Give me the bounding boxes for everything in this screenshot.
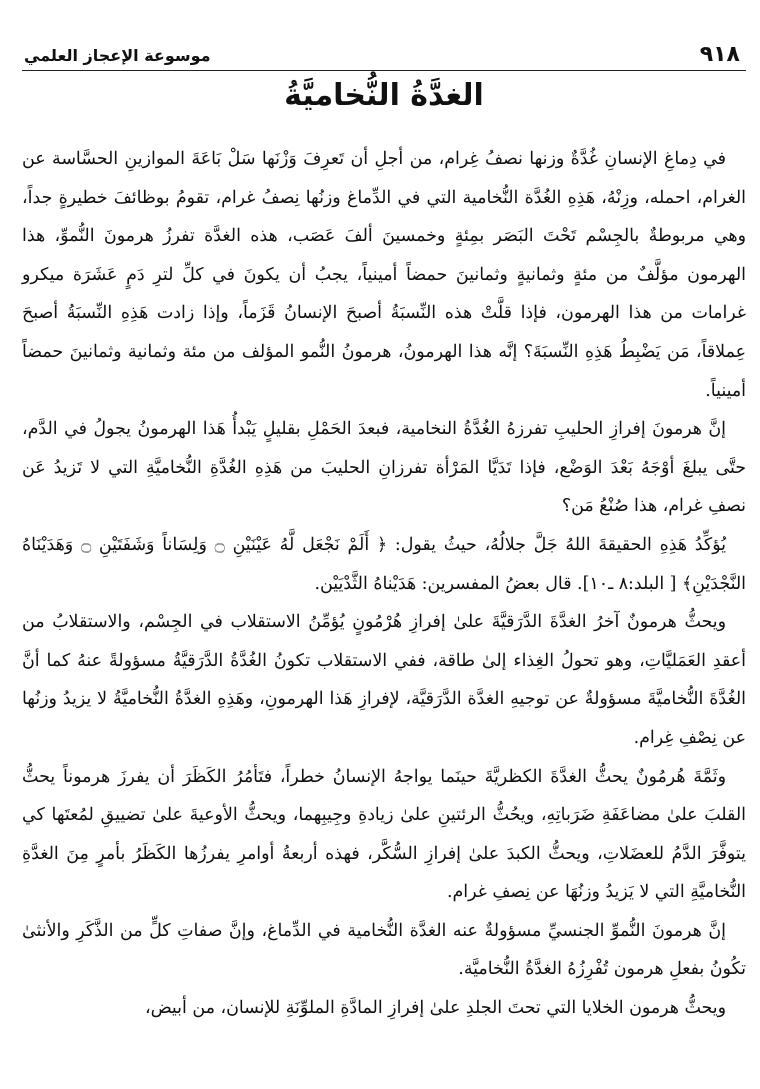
paragraph: في دِماغِ الإنسانِ غُدَّةٌ وزنها نصفُ غِرام، من أجلِ أن تَعرِفَ وَزْنَها سَلْ بَاعَةَ الموازينِ الحسَّاسة عن الغرام، احمله، وزِنْهُ، هَذِهِ الغُدَّة النُّخامية التي في الدِّماغ وزنُها نِصفُ غرام، تقومُ بوظائفَ خطيرةٍ جداً، وهي مربوطةٌ بالجِسْم تَحْتَ البَصَر بمِئةٍ وخمسينَ ألفَ عَصَب، هذه الغدَّة تفرزُ هرمونَ النُّموِّ، هذا الهرمون مؤلَّفٌ من مئةٍ وثمانيةٍ وثمانينَ حمضاً أمينياً، يجبُ أن يكونَ في كلِّ لترِ دَمٍ عَشَرَة ميكرو غرامات من هذا الهرمون، فإذا قلَّتْ هذه النِّسبَةُ أصبحَ الإنسانُ قَزَماً، وإذا زادت هَذِهِ النِّسبَةُ أصبحَ عِملاقاً، مَن يَضْبِطُ هَذِهِ النِّسبَةَ؟ إنَّه هذا الهرمونُ، هرمونُ النُّمو المؤلف من مئة وثمانية وثمانينَ حمضاً أمينياً.	[22, 149, 746, 401]
paragraph: يُؤكِّدُ هَذِهِ الحقيقةَ اللهُ جَلَّ جلالُهُ، حيثُ يقول: ﴿ أَلَمْ نَجْعَل لَّهُ عَيْنَيْنِ ۝ وَلِسَاناً وَشَفَتَيْنِ ۝ وَهَدَيْنَاهُ النَّجْدَيْنِ﴾ [ البلد:٨ ـ١٠]. قال بعضُ المفسرين: هَدَيْناهُ الثَّدْيَيْن.	[22, 534, 746, 594]
running-title: موسوعة الإعجاز العلمي	[24, 46, 211, 65]
section-title: الغدَّةُ النُّخاميَّةُ	[284, 78, 484, 113]
paragraph: إنَّ هرمونَ إفرازِ الحليبِ تفرزهُ الغُدَّةُ النخامية، فبعدَ الحَمْلِ بقليلٍ يَبْدأُ هَذا الهرمونُ يجولُ في الدَّم، حتَّى يبلغَ أوْجَهُ بَعْدَ الوَضْع، فإذا تَدَيَّا المَرْأة تفرزانِ الحليبَ من هَذِهِ الغُدَّةِ النُّخاميَّةِ التي لا تَزيدُ عَن نصفِ غرام، هذا صُنْعُ مَن؟	[22, 419, 746, 517]
paragraph: إنَّ هرمونَ النُّموِّ الجنسيِّ مسؤولةٌ عنه الغدَّة النُّخامية في الدِّماغ، وإنَّ صفاتِ كلٍّ من الذَّكَرِ والأنثىٰ تكُونُ بفعلِ هرمون تُفْرِزُهُ الغدَّةُ النُّخاميَّة.	[22, 920, 746, 980]
page-header	[22, 40, 746, 71]
paragraph: ويحثُّ هرمونٌ آخرُ الغدَّةَ الدَّرَقيَّةَ علىٰ إفرازِ هُرْمُونٍ يُؤمِّنُ الاستقلاب في الجِسْم، والاستقلابُ من أعقدِ العَمَليَّاتِ، وهو تحولُ الغِذاء إلىٰ طاقة، ففي الاستقلاب تكونُ الغُدَّةُ الدَّرَقيَّةُ مسؤولةً عنهُ كما أنَّ الغُدَّةَ النُّخاميَّةَ مسؤولةٌ عن توجيهِ الغدَّة الدَّرَقيَّة، لإفرازِ هَذا الهرمونِ، وهَذِهِ الغدَّةُ النُّخاميَّةُ لا يزيدُ وزنُها عن نِصْفِ غِرام.	[22, 612, 746, 748]
paragraph: ويحثُّ هرمون الخلايا التي تحتَ الجلدِ علىٰ إفرازِ المادَّةِ الملوِّنَةِ للإنسان، من أبيض،	[145, 998, 726, 1019]
book-page	[22, 0, 746, 1089]
paragraph: وثَمَّةَ هُرمُونٌ يحثُّ الغدَّةَ الكظريَّةَ حينَما يواجهُ الإنسانُ خطراً، فتَأمُرُ الكَظَرَ أن يفرزَ هرموناً يحثُّ القلبَ علىٰ مضاعَفَةِ ضَرَباتِهِ، ويحُثُّ الرئتينِ علىٰ زيادةِ وجِيبِهما، ويحثُّ الأوعيةَ علىٰ تضييقِ لمُعتَها كي يتوفَّرَ الدَّمُ للعضَلاتِ، ويحثُّ الكبدَ علىٰ إفرازِ السُّكَّر، فهذه أربعةُ أوامرِ يفرزُها الكَظَرُ بأمرٍ مِنَ الغدَّةِ النُّخاميَّةِ التي لا يَزيدُ وزنُهَا عن نِصفِ غرام.	[22, 766, 746, 903]
body-text	[22, 140, 746, 1028]
page-number: ٩١٨	[699, 42, 740, 67]
